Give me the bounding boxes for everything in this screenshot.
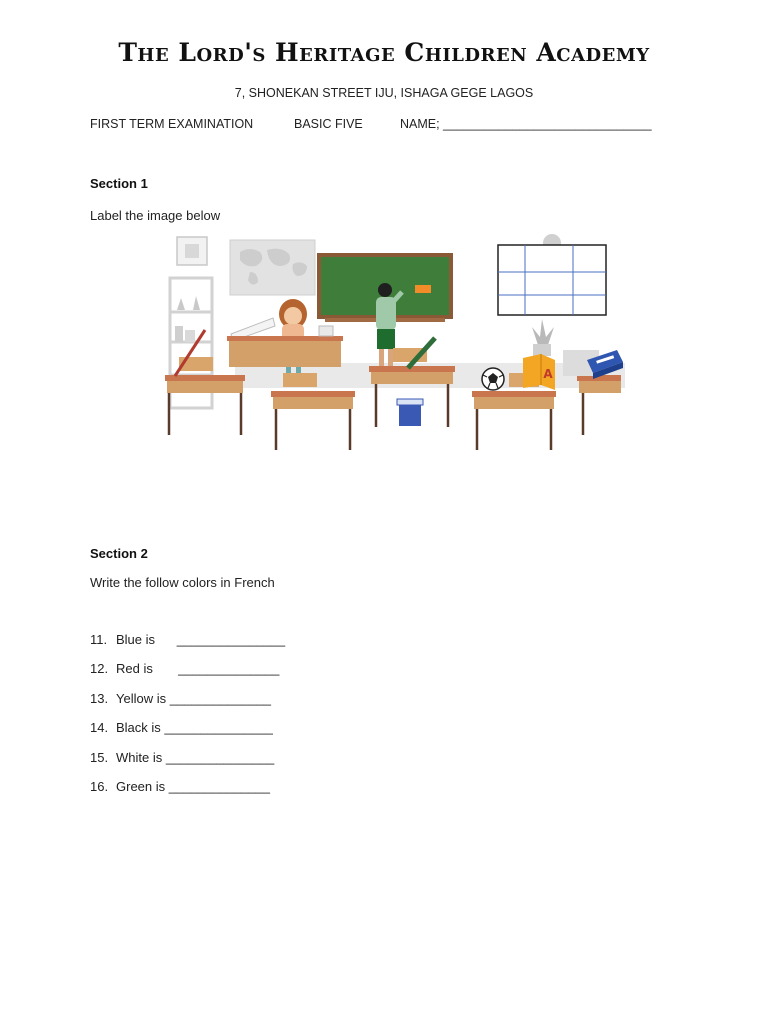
question-number: 16.: [90, 778, 109, 794]
student-name-field: NAME; ______________________________: [400, 117, 652, 131]
soccer-ball: [482, 368, 504, 390]
question-item: [90, 661, 285, 690]
question-item: [90, 779, 285, 808]
question-item: [90, 720, 285, 749]
book-letter: A: [543, 367, 553, 381]
section-1-heading: Section 1: [90, 176, 148, 191]
question-number: 14.: [90, 720, 109, 736]
section-2-instruction: Write the follow colors in French: [90, 575, 275, 590]
question-text: Green is ______________: [116, 778, 270, 794]
section-2-heading: Section 2: [90, 546, 148, 561]
waste-bin: [397, 399, 423, 426]
school-title: The Lord's Heritage Children Academy: [118, 38, 650, 67]
alphabet-book: [523, 354, 555, 390]
classroom-window: [498, 234, 606, 315]
question-text: Blue is _______________: [116, 632, 286, 647]
question-number: 11.: [90, 632, 108, 647]
question-text: White is _______________: [116, 749, 275, 765]
question-text: Black is _______________: [116, 720, 273, 736]
question-item: [90, 632, 285, 661]
class-level: BASIC FIVE: [294, 117, 363, 131]
world-map: [230, 240, 315, 295]
section-1-instruction: Label the image below: [90, 208, 221, 223]
exam-term: FIRST TERM EXAMINATION: [90, 117, 254, 131]
question-list: [90, 632, 285, 808]
question-text: Yellow is ______________: [116, 690, 271, 706]
question-number: 12.: [90, 661, 109, 677]
classroom-illustration: [155, 230, 625, 455]
question-number: 15.: [90, 749, 109, 765]
question-item: [90, 750, 285, 779]
question-number: 13.: [90, 690, 109, 706]
potted-plant: [532, 319, 554, 356]
board-eraser: [415, 285, 431, 293]
question-text: Red is ______________: [116, 661, 280, 677]
question-item: [90, 691, 285, 720]
school-address: 7, SHONEKAN STREET IJU, ISHAGA GEGE LAGOS: [234, 86, 534, 100]
